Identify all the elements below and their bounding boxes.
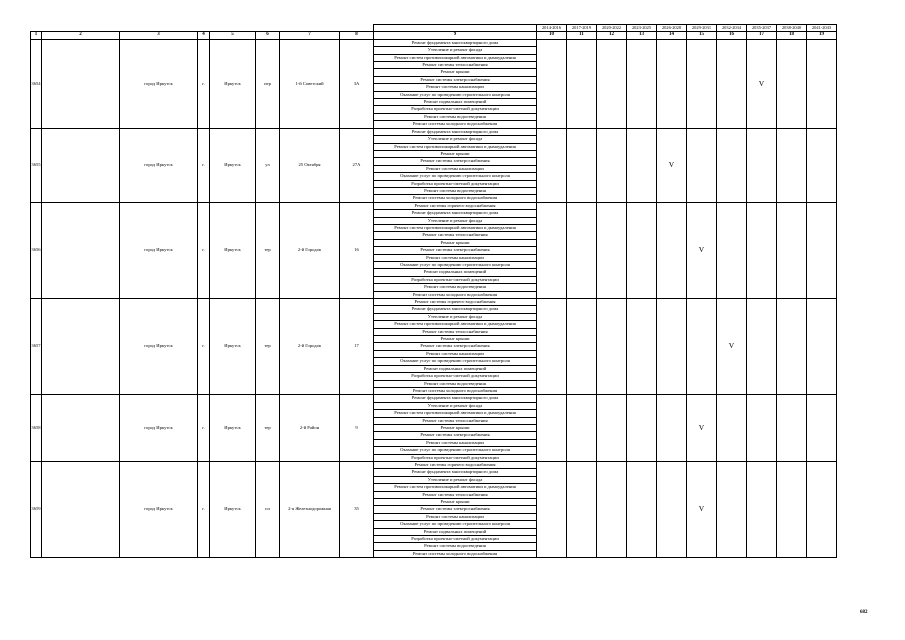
table-row bbox=[31, 395, 837, 402]
period-cell bbox=[537, 128, 567, 202]
work-type: Ремонт системы электроснабжения bbox=[374, 432, 537, 439]
house-number: 17 bbox=[340, 299, 374, 395]
period-mark: V bbox=[657, 128, 687, 202]
period-cell bbox=[597, 202, 627, 298]
work-type: Утепление и ремонт фасада bbox=[374, 217, 537, 224]
period-cell bbox=[807, 395, 837, 462]
table-row bbox=[31, 461, 837, 468]
house-number: 9 bbox=[340, 395, 374, 462]
period-mark: V bbox=[687, 461, 717, 557]
street-type: тер bbox=[256, 395, 280, 462]
period-cell bbox=[657, 461, 687, 557]
street: 2-й Городок bbox=[280, 202, 340, 298]
period-cell bbox=[567, 299, 597, 395]
period-cell bbox=[567, 461, 597, 557]
column-number-row bbox=[31, 32, 837, 39]
header-empty-cell bbox=[374, 25, 537, 32]
period-header: 2029-2031 bbox=[687, 25, 717, 32]
period-cell bbox=[777, 39, 807, 128]
period-cell bbox=[627, 128, 657, 202]
period-cell bbox=[597, 299, 627, 395]
table-row bbox=[31, 202, 837, 209]
record-id: 3654 bbox=[31, 39, 42, 128]
column-number: 11 bbox=[567, 32, 597, 39]
work-type: Ремонт системы теплоснабжения bbox=[374, 232, 537, 239]
city: Иркутск bbox=[210, 299, 256, 395]
settlement-type: г. bbox=[198, 299, 210, 395]
work-type: Ремонт системы электроснабжения bbox=[374, 76, 537, 83]
street: 2-я Железнодорожная bbox=[280, 461, 340, 557]
settlement-type: г. bbox=[198, 128, 210, 202]
period-cell bbox=[537, 395, 567, 462]
work-type: Ремонт систем противопожарной автоматики и дымоудаления bbox=[374, 224, 537, 231]
table-row bbox=[31, 128, 837, 135]
work-type: Ремонт крыши bbox=[374, 69, 537, 76]
work-type: Ремонт системы теплоснабжения bbox=[374, 62, 537, 69]
work-type: Разработка проектно-сметной документации bbox=[374, 536, 537, 543]
work-type: Ремонт подвальных помещений bbox=[374, 99, 537, 106]
period-header: 2038-2040 bbox=[777, 25, 807, 32]
column-number: 18 bbox=[777, 32, 807, 39]
period-header: 2041-2043 bbox=[807, 25, 837, 32]
period-mark: V bbox=[687, 395, 717, 462]
period-cell bbox=[597, 395, 627, 462]
record-id: 3659 bbox=[31, 461, 42, 557]
record-id: 3655 bbox=[31, 128, 42, 202]
municipality: город Иркутск bbox=[120, 128, 198, 202]
street: 2-й Район bbox=[280, 395, 340, 462]
work-type: Ремонт фундамента многоквартирного дома bbox=[374, 306, 537, 313]
column-number: 15 bbox=[687, 32, 717, 39]
column-number: 10 bbox=[537, 32, 567, 39]
period-cell bbox=[567, 395, 597, 462]
column-number: 2 bbox=[42, 32, 120, 39]
work-type: Ремонт фундамента многоквартирного дома bbox=[374, 210, 537, 217]
work-type: Утепление и ремонт фасада bbox=[374, 402, 537, 409]
period-mark: V bbox=[687, 202, 717, 298]
record-id: 3657 bbox=[31, 299, 42, 395]
work-type: Ремонт крыши bbox=[374, 336, 537, 343]
work-type: Ремонт системы канализации bbox=[374, 254, 537, 261]
work-type: Утепление и ремонт фасада bbox=[374, 136, 537, 143]
period-cell bbox=[747, 395, 777, 462]
period-cell bbox=[807, 461, 837, 557]
work-type: Ремонт системы канализации bbox=[374, 439, 537, 446]
work-type: Ремонт фундамента многоквартирного дома bbox=[374, 39, 537, 46]
work-type: Ремонт системы горячего водоснабжения bbox=[374, 202, 537, 209]
work-type: Утепление и ремонт фасада bbox=[374, 476, 537, 483]
period-cell bbox=[747, 299, 777, 395]
work-type: Ремонт системы холодного водоснабжения bbox=[374, 291, 537, 298]
work-type: Ремонт системы водоотведения bbox=[374, 380, 537, 387]
column-number: 9 bbox=[374, 32, 537, 39]
header-empty-cell bbox=[31, 25, 42, 32]
work-type: Ремонт системы водоотведения bbox=[374, 543, 537, 550]
empty-cell bbox=[42, 202, 120, 298]
work-type: Ремонт фундамента многоквартирного дома bbox=[374, 128, 537, 135]
work-type: Ремонт системы холодного водоснабжения bbox=[374, 387, 537, 394]
work-type: Ремонт фундамента многоквартирного дома bbox=[374, 395, 537, 402]
period-cell bbox=[567, 39, 597, 128]
column-number: 5 bbox=[210, 32, 256, 39]
column-number: 8 bbox=[340, 32, 374, 39]
column-number: 6 bbox=[256, 32, 280, 39]
municipality: город Иркутск bbox=[120, 395, 198, 462]
work-type: Ремонт систем противопожарной автоматики и дымоудаления bbox=[374, 484, 537, 491]
work-type: Разработка проектно-сметной документации bbox=[374, 180, 537, 187]
page-number: 682 bbox=[860, 610, 868, 615]
period-cell bbox=[567, 202, 597, 298]
record-id: 3658 bbox=[31, 395, 42, 462]
period-header: 2035-2037 bbox=[747, 25, 777, 32]
empty-cell bbox=[42, 39, 120, 128]
work-type: Ремонт системы канализации bbox=[374, 350, 537, 357]
header-empty-cell bbox=[210, 25, 256, 32]
work-type: Ремонт систем противопожарной автоматики и дымоудаления bbox=[374, 410, 537, 417]
work-type: Ремонт системы теплоснабжения bbox=[374, 417, 537, 424]
municipality: город Иркутск bbox=[120, 461, 198, 557]
settlement-type: г. bbox=[198, 395, 210, 462]
work-type: Ремонт системы водоотведения bbox=[374, 187, 537, 194]
work-type: Ремонт системы водоотведения bbox=[374, 284, 537, 291]
period-cell bbox=[627, 395, 657, 462]
settlement-type: г. bbox=[198, 202, 210, 298]
work-type: Ремонт систем противопожарной автоматики и дымоудаления bbox=[374, 143, 537, 150]
work-type: Ремонт систем противопожарной автоматики и дымоудаления bbox=[374, 54, 537, 61]
work-type: Ремонт системы горячего водоснабжения bbox=[374, 461, 537, 468]
work-type: Ремонт системы теплоснабжения bbox=[374, 328, 537, 335]
period-cell bbox=[777, 299, 807, 395]
street-type: пер bbox=[256, 39, 280, 128]
work-type: Ремонт крыши bbox=[374, 239, 537, 246]
street: 25 Октября bbox=[280, 128, 340, 202]
work-type: Оказание услуг по проведению строительного контроля bbox=[374, 358, 537, 365]
period-cell bbox=[717, 39, 747, 128]
header-empty-cell bbox=[340, 25, 374, 32]
period-cell bbox=[807, 39, 837, 128]
work-type: Ремонт подвальных помещений bbox=[374, 365, 537, 372]
period-cell bbox=[807, 202, 837, 298]
city: Иркутск bbox=[210, 202, 256, 298]
work-type: Разработка проектно-сметной документации bbox=[374, 106, 537, 113]
period-cell bbox=[627, 39, 657, 128]
municipality: город Иркутск bbox=[120, 299, 198, 395]
street: 1-й Советский bbox=[280, 39, 340, 128]
settlement-type: г. bbox=[198, 461, 210, 557]
table-row bbox=[31, 39, 837, 46]
period-cell bbox=[687, 39, 717, 128]
municipality: город Иркутск bbox=[120, 202, 198, 298]
work-type: Ремонт системы канализации bbox=[374, 84, 537, 91]
period-cell bbox=[687, 299, 717, 395]
work-type: Ремонт подвальных помещений bbox=[374, 269, 537, 276]
period-header: 2017-2019 bbox=[567, 25, 597, 32]
empty-cell bbox=[42, 461, 120, 557]
header-empty-cell bbox=[120, 25, 198, 32]
period-cell bbox=[807, 299, 837, 395]
period-cell bbox=[597, 39, 627, 128]
work-type: Ремонт крыши bbox=[374, 424, 537, 431]
period-header: 2026-2028 bbox=[657, 25, 687, 32]
header-empty-cell bbox=[198, 25, 210, 32]
house-number: 3А bbox=[340, 39, 374, 128]
column-number: 13 bbox=[627, 32, 657, 39]
period-cell bbox=[657, 39, 687, 128]
capital-repair-schedule-table bbox=[30, 24, 837, 558]
header-empty-cell bbox=[256, 25, 280, 32]
work-type: Ремонт системы электроснабжения bbox=[374, 158, 537, 165]
period-cell bbox=[567, 128, 597, 202]
period-cell bbox=[537, 299, 567, 395]
work-type: Ремонт системы теплоснабжения bbox=[374, 491, 537, 498]
empty-cell bbox=[42, 395, 120, 462]
period-cell bbox=[537, 202, 567, 298]
work-type: Оказание услуг по проведению строительного контроля bbox=[374, 91, 537, 98]
period-cell bbox=[807, 128, 837, 202]
work-type: Ремонт системы холодного водоснабжения bbox=[374, 121, 537, 128]
period-header: 2032-2034 bbox=[717, 25, 747, 32]
work-type: Разработка проектно-сметной документации bbox=[374, 454, 537, 461]
work-type: Оказание услуг по проведению строительного контроля bbox=[374, 447, 537, 454]
record-id: 3656 bbox=[31, 202, 42, 298]
street-type: пл bbox=[256, 461, 280, 557]
column-number: 4 bbox=[198, 32, 210, 39]
city: Иркутск bbox=[210, 39, 256, 128]
period-cell bbox=[537, 461, 567, 557]
work-type: Ремонт системы холодного водоснабжения bbox=[374, 550, 537, 557]
period-cell bbox=[627, 202, 657, 298]
period-cell bbox=[777, 128, 807, 202]
work-type: Ремонт системы электроснабжения bbox=[374, 343, 537, 350]
period-cell bbox=[537, 39, 567, 128]
work-type: Оказание услуг по проведению строительного контроля bbox=[374, 521, 537, 528]
work-type: Ремонт системы горячего водоснабжения bbox=[374, 299, 537, 306]
period-cell bbox=[597, 461, 627, 557]
work-type: Ремонт крыши bbox=[374, 150, 537, 157]
column-number: 17 bbox=[747, 32, 777, 39]
work-type: Ремонт системы канализации bbox=[374, 513, 537, 520]
city: Иркутск bbox=[210, 128, 256, 202]
street-type: ул bbox=[256, 128, 280, 202]
house-number: 35 bbox=[340, 461, 374, 557]
header-empty-cell bbox=[280, 25, 340, 32]
period-cell bbox=[657, 299, 687, 395]
period-header: 2014-2016 bbox=[537, 25, 567, 32]
column-number: 19 bbox=[807, 32, 837, 39]
column-number: 3 bbox=[120, 32, 198, 39]
period-cell bbox=[777, 461, 807, 557]
work-type: Оказание услуг по проведению строительного контроля bbox=[374, 173, 537, 180]
street: 2-й Городок bbox=[280, 299, 340, 395]
period-cell bbox=[687, 128, 717, 202]
column-number: 16 bbox=[717, 32, 747, 39]
period-mark: V bbox=[717, 299, 747, 395]
period-cell bbox=[747, 202, 777, 298]
period-cell bbox=[717, 202, 747, 298]
column-number: 12 bbox=[597, 32, 627, 39]
work-type: Оказание услуг по проведению строительного контроля bbox=[374, 262, 537, 269]
period-cell bbox=[777, 202, 807, 298]
work-type: Разработка проектно-сметной документации bbox=[374, 373, 537, 380]
period-cell bbox=[627, 299, 657, 395]
period-header: 2023-2025 bbox=[627, 25, 657, 32]
period-cell bbox=[747, 128, 777, 202]
municipality: город Иркутск bbox=[120, 39, 198, 128]
work-type: Ремонт фундамента многоквартирного дома bbox=[374, 469, 537, 476]
period-cell bbox=[777, 395, 807, 462]
settlement-type: г. bbox=[198, 39, 210, 128]
period-cell bbox=[627, 461, 657, 557]
period-cell bbox=[747, 461, 777, 557]
column-number: 14 bbox=[657, 32, 687, 39]
work-type: Ремонт системы канализации bbox=[374, 165, 537, 172]
column-number: 7 bbox=[280, 32, 340, 39]
period-header: 2020-2022 bbox=[597, 25, 627, 32]
work-type: Ремонт системы электроснабжения bbox=[374, 506, 537, 513]
period-header-row bbox=[31, 25, 837, 32]
empty-cell bbox=[42, 128, 120, 202]
header-empty-cell bbox=[42, 25, 120, 32]
city: Иркутск bbox=[210, 395, 256, 462]
period-cell bbox=[717, 461, 747, 557]
street-type: тер bbox=[256, 299, 280, 395]
city: Иркутск bbox=[210, 461, 256, 557]
table-row bbox=[31, 299, 837, 306]
work-type: Ремонт подвальных помещений bbox=[374, 528, 537, 535]
period-cell bbox=[717, 395, 747, 462]
house-number: 16 bbox=[340, 202, 374, 298]
street-type: тер bbox=[256, 202, 280, 298]
work-type: Ремонт системы электроснабжения bbox=[374, 247, 537, 254]
period-cell bbox=[597, 128, 627, 202]
period-cell bbox=[657, 202, 687, 298]
work-type: Ремонт крыши bbox=[374, 499, 537, 506]
column-number: 1 bbox=[31, 32, 42, 39]
period-cell bbox=[717, 128, 747, 202]
empty-cell bbox=[42, 299, 120, 395]
work-type: Утепление и ремонт фасада bbox=[374, 47, 537, 54]
work-type: Ремонт систем противопожарной автоматики и дымоудаления bbox=[374, 321, 537, 328]
period-mark: V bbox=[747, 39, 777, 128]
work-type: Ремонт системы холодного водоснабжения bbox=[374, 195, 537, 202]
work-type: Разработка проектно-сметной документации bbox=[374, 276, 537, 283]
work-type: Утепление и ремонт фасада bbox=[374, 313, 537, 320]
house-number: 27А bbox=[340, 128, 374, 202]
work-type: Ремонт системы водоотведения bbox=[374, 113, 537, 120]
period-cell bbox=[657, 395, 687, 462]
